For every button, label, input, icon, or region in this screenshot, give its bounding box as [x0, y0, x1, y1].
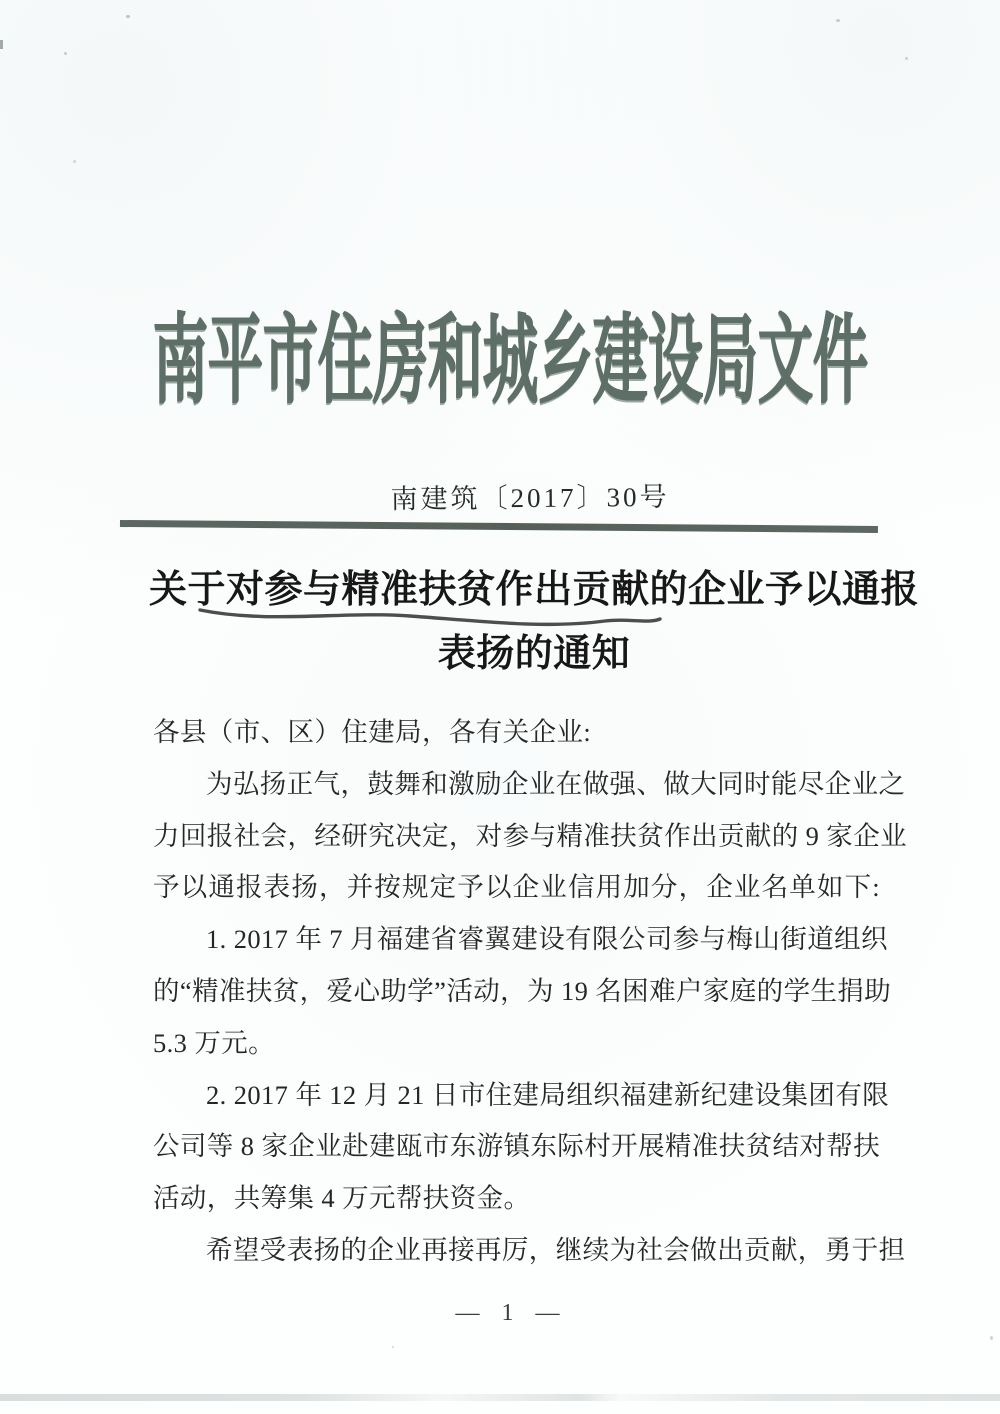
body-line: 公司等 8 家企业赴建瓯市东游镇东际村开展精准扶贫结对帮扶: [153, 1131, 881, 1162]
document-number: 南建筑〔2017〕30号: [390, 481, 670, 515]
body-line: 希望受表扬的企业再接再厉，继续为社会做出贡献，勇于担: [206, 1234, 906, 1265]
body-line: 活动，共筹集 4 万元帮扶资金。: [153, 1183, 531, 1214]
scan-speck: [392, 1346, 394, 1348]
body-salutation: 各县（市、区）住建局，各有关企业:: [153, 717, 592, 747]
scan-speck: [836, 19, 840, 22]
scan-edge-mark: [0, 40, 3, 49]
scan-speck: [126, 15, 130, 18]
header-divider-rule: [120, 520, 878, 533]
page-number: — 1 —: [455, 1300, 565, 1326]
document-title: [34, 558, 1000, 686]
document-title-line1: 关于对参与精准扶贫作出贡献的企业予以通报: [148, 569, 919, 611]
scan-speck: [73, 160, 76, 163]
body-list-item-1: 1. 2017 年 7 月福建省睿翼建设有限公司参与梅山街道组织: [206, 924, 888, 955]
scan-speck: [990, 1336, 993, 1340]
agency-title: 南平市住房和城乡建设局文件: [152, 306, 868, 416]
body-line: 5.3 万元。: [153, 1027, 276, 1058]
body-list-item-2: 2. 2017 年 12 月 21 日市住建局组织福建新纪建设集团有限: [206, 1079, 890, 1110]
document-body: [153, 707, 907, 1277]
body-line: 为弘扬正气，鼓舞和激励企业在做强、做大同时能尽企业之: [206, 768, 906, 799]
document-title-line2: 表扬的通知: [437, 633, 631, 675]
scan-streak-artifact: [0, 1394, 1000, 1401]
body-line: 予以通报表扬，并按规定予以企业信用加分，企业名单如下:: [153, 872, 880, 903]
body-line: 力回报社会，经研究决定，对参与精准扶贫作出贡献的 9 家企业: [153, 820, 907, 851]
scan-speck: [905, 57, 908, 60]
scan-speck: [64, 52, 67, 55]
body-line: 的“精准扶贫，爱心助学”活动，为 19 名困难户家庭的学生捐助: [153, 975, 892, 1006]
